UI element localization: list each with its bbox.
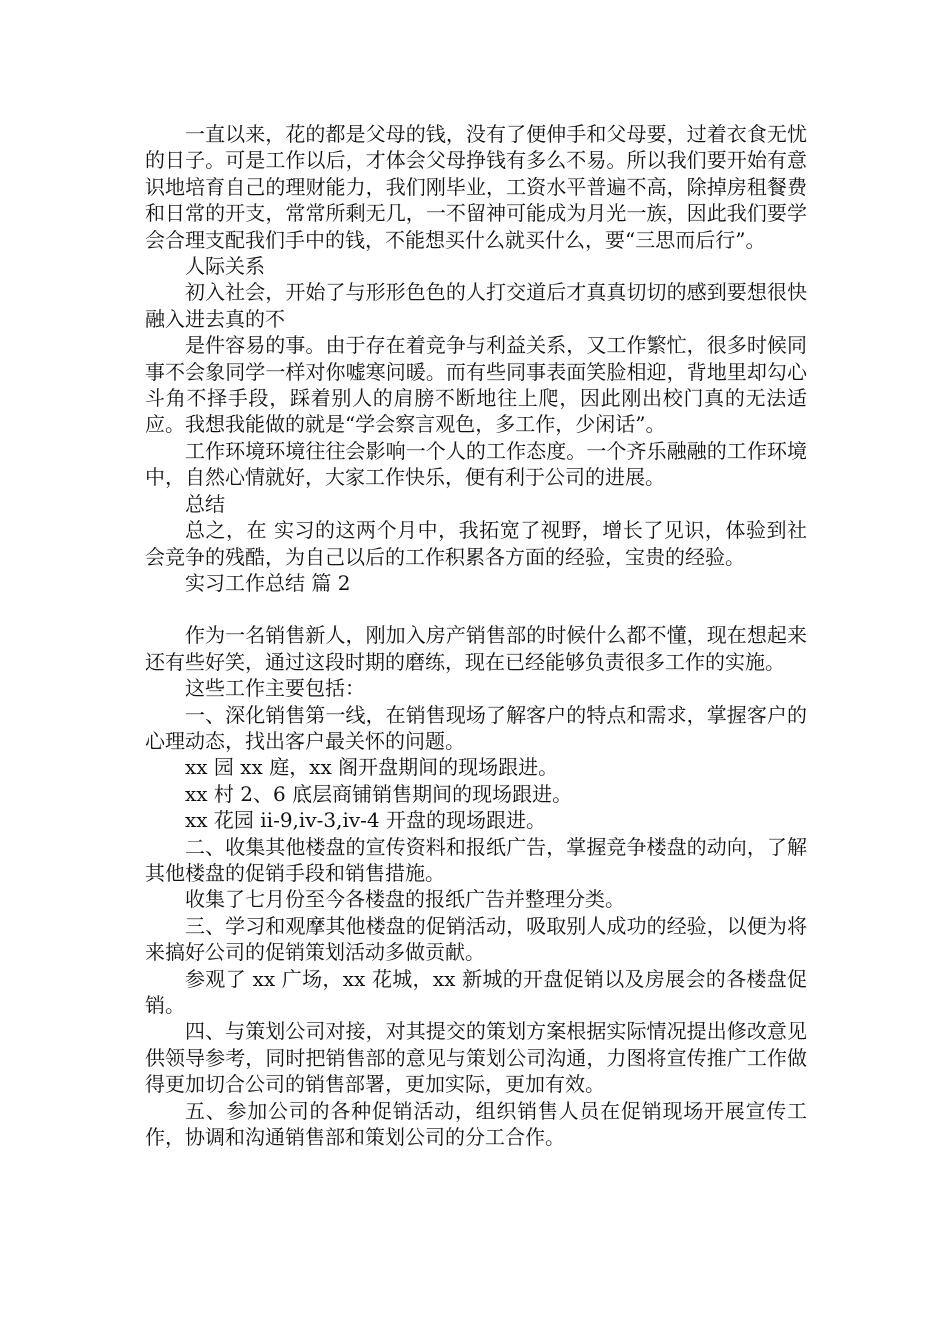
paragraph-work-environment: 工作环境环境往往会影响一个人的工作态度。一个齐乐融融的工作环境中，自然心情就好，大家工作快乐，便有利于公司的进展。 <box>145 438 807 490</box>
paragraph-work-includes: 这些工作主要包括： <box>185 676 365 701</box>
paragraph-item-4: 四、与策划公司对接，对其提交的策划方案根据实际情况提出修改意见供领导参考，同时把销售部的意见与策划公司沟通，力图将宣传推广工作做得更加切合公司的销售部署，更加实际，更加有效。 <box>145 1019 807 1097</box>
paragraph-social-intro: 初入社会，开始了与形形色色的人打交道后才真真切切的感到要想很快融入进去真的不 <box>145 280 807 331</box>
paragraph-item-3: 三、学习和观摩其他楼盘的促销活动，吸取别人成功的经验，以便为将来搞好公司的促销策划活动多做贡献。 <box>145 913 807 965</box>
paragraph-item-5: 五、参加公司的各种促销活动，组织销售人员在促销现场开展宣传工作，协调和沟通销售部和策划公司的分工合作。 <box>145 1098 807 1150</box>
paragraph-item-3-detail: 参观了 xx 广场，xx 花城，xx 新城的开盘促销以及房展会的各楼盘促销。 <box>145 966 807 1017</box>
document-body <box>145 121 807 1150</box>
paragraph-summary: 总之，在 实习的这两个月中，我拓宽了视野，增长了见识，体验到社会竞争的残酷，为自己以后的工作积累各方面的经验，宝贵的经验。 <box>145 518 807 569</box>
section-gap <box>145 596 807 622</box>
heading-interpersonal: 人际关系 <box>185 254 265 279</box>
heading-part-2: 实习工作总结 篇 2 <box>185 570 351 595</box>
paragraph-sales-newcomer: 作为一名销售新人，刚加入房产销售部的时候什么都不懂，现在想起来还有些好笑，通过这段时期的磨练，现在已经能够负责很多工作的实施。 <box>145 623 807 674</box>
paragraph-item-1-detail-2: xx 村 2、6 底层商铺销售期间的现场跟进。 <box>185 781 573 806</box>
heading-summary: 总结 <box>185 491 225 516</box>
paragraph-item-2: 二、收集其他楼盘的宣传资料和报纸广告，掌握竞争楼盘的动向，了解其他楼盘的促销手段和销售措施。 <box>145 834 807 885</box>
paragraph-item-1-detail-1: xx 园 xx 庭，xx 阁开盘期间的现场跟进。 <box>185 755 559 780</box>
paragraph-competition: 是件容易的事。由于存在着竞争与利益关系，又工作繁忙，很多时候同事不会象同学一样对你嘘寒问暖。而有些同事表面笑脸相迎，背地里却勾心斗角不择手段，踩着别人的肩膀不断地往上爬，因此刚出校门真的无法适应。我想我能做的就是“学会察言观色，多工作，少闲话”。 <box>145 333 807 437</box>
paragraph-item-2-detail: 收集了七月份至今各楼盘的报纸广告并整理分类。 <box>185 887 625 912</box>
paragraph-finance: 一直以来，花的都是父母的钱，没有了便伸手和父母要，过着衣食无忧的日子。可是工作以后，才体会父母挣钱有多么不易。所以我们要开始有意识地培育自己的理财能力，我们刚毕业，工资水平普遍不高，除掉房租餐费和日常的开支，常常所剩无几，一不留神可能成为月光一族，因此我们要学会合理支配我们手中的钱，不能想买什么就买什么，要“三思而后行”。 <box>145 122 807 252</box>
paragraph-item-1-detail-3: xx 花园 ii-9,iv-3,iv-4 开盘的现场跟进。 <box>185 808 546 833</box>
paragraph-item-1: 一、深化销售第一线，在销售现场了解客户的特点和需求，掌握客户的心理动态，找出客户最关怀的问题。 <box>145 702 807 753</box>
